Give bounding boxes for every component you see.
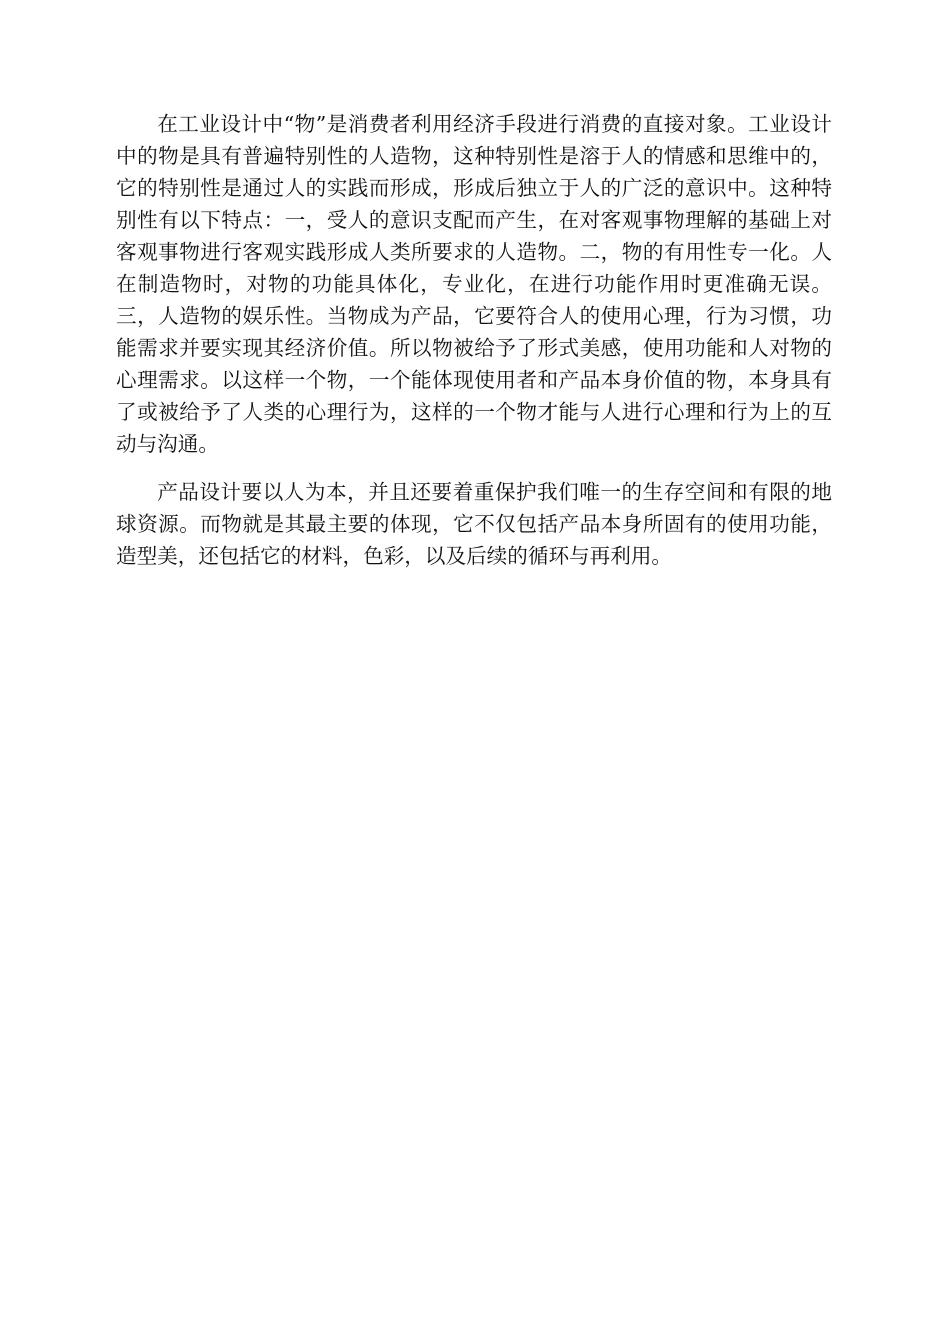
document-body [116, 108, 832, 572]
paragraph-2: 产品设计要以人为本，并且还要着重保护我们唯一的生存空间和有限的地球资源。而物就是其最主要的体现，它不仅包括产品本身所固有的使用功能，造型美，还包括它的材料，色彩，以及后续的循环与再利用。 [116, 480, 832, 568]
paragraph-1: 在工业设计中“物”是消费者利用经济手段进行消费的直接对象。工业设计中的物是具有普遍特别性的人造物，这种特别性是溶于人的情感和思维中的，它的特别性是通过人的实践而形成，形成后独立于人的广泛的意识中。这种特别性有以下特点：一，受人的意识支配而产生，在对客观事物理解的基础上对客观事物进行客观实践形成人类所要求的人造物。二，物的有用性专一化。人在制造物时，对物的功能具体化，专业化，在进行功能作用时更准确无误。三，人造物的娱乐性。当物成为产品，它要符合人的使用心理，行为习惯，功能需求并要实现其经济价值。所以物被给予了形式美感，使用功能和人对物的心理需求。以这样一个物，一个能体现使用者和产品本身价值的物，本身具有了或被给予了人类的心理行为，这样的一个物才能与人进行心理和行为上的互动与沟通。 [116, 112, 832, 456]
